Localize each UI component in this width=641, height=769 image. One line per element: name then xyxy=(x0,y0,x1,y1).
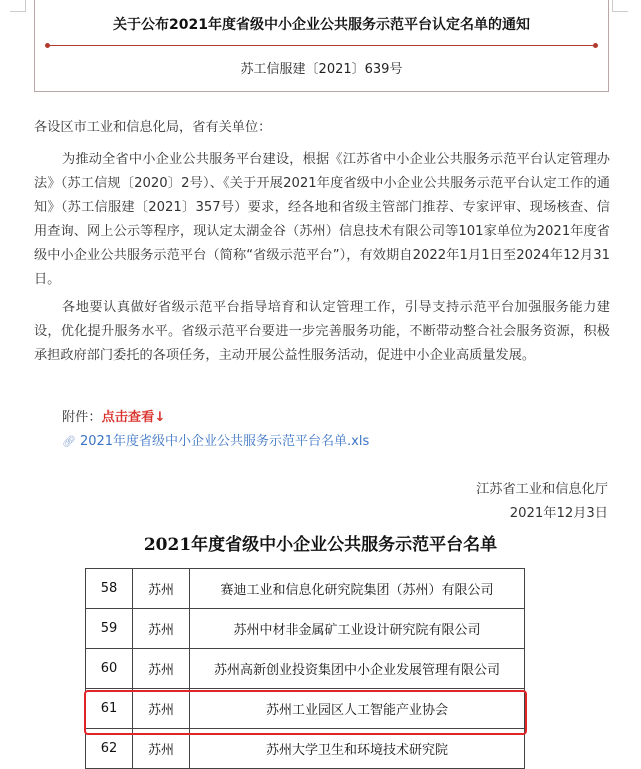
row-city: 苏州 xyxy=(133,569,190,609)
notice-title: 关于公布2021年度省级中小企业公共服务示范平台认定名单的通知 xyxy=(113,17,530,33)
row-number: 60 xyxy=(86,649,133,689)
page-corner-mark-right xyxy=(612,0,628,12)
attachment-view-link[interactable]: 点击查看↓ xyxy=(101,410,166,425)
row-city: 苏州 xyxy=(133,729,190,769)
row-organization: 苏州大学卫生和环境技术研究院 xyxy=(190,729,525,769)
attachment-label: 附件： xyxy=(62,410,102,425)
table-row-highlighted xyxy=(86,689,525,729)
row-organization: 赛迪工业和信息化研究院集团（苏州）有限公司 xyxy=(190,569,525,609)
row-city: 苏州 xyxy=(133,609,190,649)
row-number: 59 xyxy=(86,609,133,649)
row-city: 苏州 xyxy=(133,689,190,729)
row-organization: 苏州工业园区人工智能产业协会 xyxy=(190,689,525,729)
body-paragraph-2: 各地要认真做好省级示范平台指导培育和认定管理工作，引导支持示范平台加强服务能力建设，优化提升服务水平。省级示范平台要进一步完善服务功能，不断带动整合社会服务资源，积极承担政府部门委托的各项任务，主动开展公益性服务活动，促进中小企业高质量发展。 xyxy=(34,300,610,363)
row-number: 62 xyxy=(86,729,133,769)
table-row xyxy=(86,569,525,609)
document-number: 苏工信服建〔2021〕639号 xyxy=(240,62,403,77)
row-organization: 苏州高新创业投资集团中小企业发展管理有限公司 xyxy=(190,649,525,689)
attachment-file-link[interactable] xyxy=(62,430,369,449)
row-city: 苏州 xyxy=(133,649,190,689)
row-number: 58 xyxy=(86,569,133,609)
attachment-file-name: 2021年度省级中小企业公共服务示范平台名单.xls xyxy=(79,434,370,449)
table-row xyxy=(86,609,525,649)
list-title: 2021年度省级中小企业公共服务示范平台名单 xyxy=(143,535,498,555)
attachment-row xyxy=(62,406,165,425)
notice-header xyxy=(34,0,609,92)
platform-list-table xyxy=(85,568,525,769)
signature-org: 江苏省工业和信息化厅 xyxy=(476,482,608,497)
header-divider xyxy=(47,45,596,46)
body-paragraph-1: 为推动全省中小企业公共服务平台建设，根据《江苏省中小企业公共服务示范平台认定管理办法》（苏工信规〔2020〕2号）、《关于开展2021年度省级中小企业公共服务示范平台认定工作的通知》（苏工信服建〔2021〕357号）要求，经各地和省级主管部门推荐、专家评审、现场核查、信用查询、网上公示等程序，现认定太湖金谷（苏州）信息技术有限公司等101家单位为2021年度省级中小企业公共服务示范平台（简称“省级示范平台”），有效期自2022年1月1日至2024年12月31日。 xyxy=(34,152,610,287)
table-row xyxy=(86,729,525,769)
row-organization: 苏州中材非金属矿工业设计研究院有限公司 xyxy=(190,609,525,649)
salutation: 各设区市工业和信息化局，省有关单位： xyxy=(34,120,272,135)
page-corner-mark-left xyxy=(10,0,26,12)
paperclip-icon: 🔗︎ xyxy=(62,435,76,448)
row-number: 61 xyxy=(86,689,133,729)
table-row xyxy=(86,649,525,689)
signature-date: 2021年12月3日 xyxy=(509,506,608,521)
